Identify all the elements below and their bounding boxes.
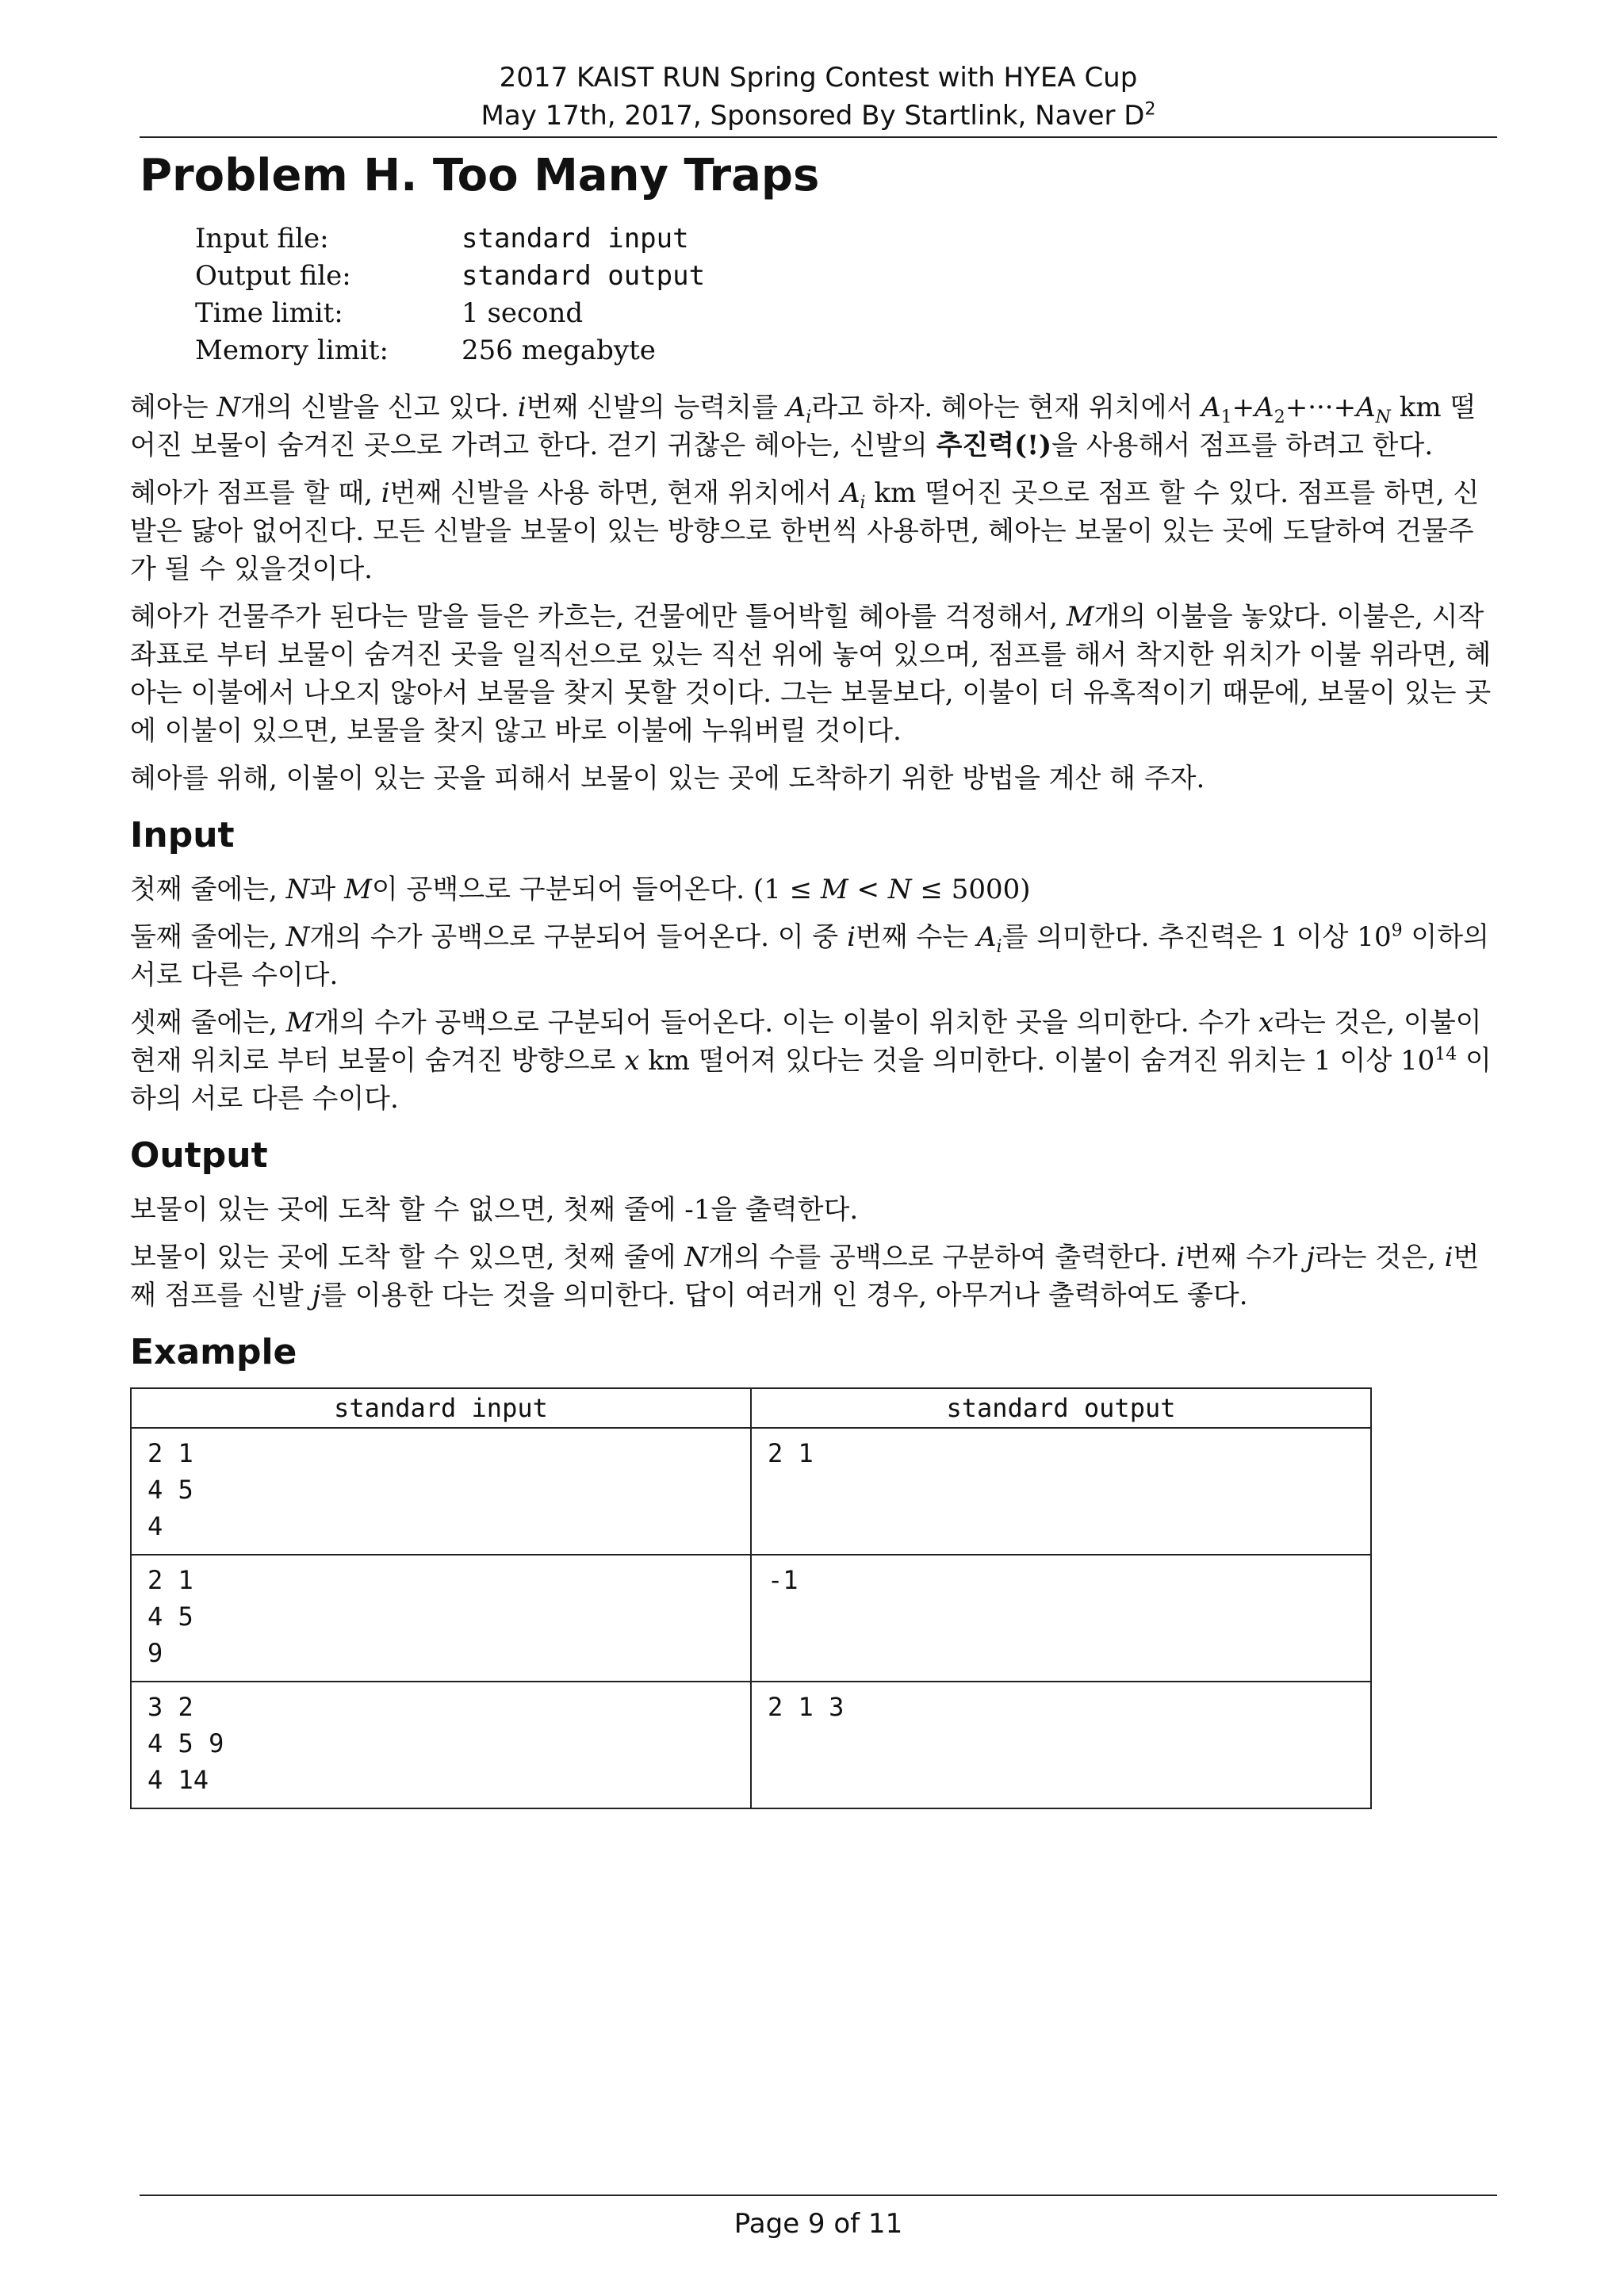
limit-label: Time limit: [195, 297, 343, 329]
page-header [140, 59, 1497, 135]
contest-title: 2017 KAIST RUN Spring Contest with HYEA Cup [499, 62, 1138, 94]
statement-paragraph-2: 혜아가 점프를 할 때, i번째 신발을 사용 하면, 현재 위치에서 $A_i$ km 떨어진 곳으로 점프 할 수 있다. 점프를 하면, 신발은 닳아 없어진다. 모든 신발을 보물이 있는 방향으로 한번씩 사용하면, 혜아는 보물이 있는 곳에 도달하여 건물주가 될 수 있을것이다. [130, 477, 1480, 585]
limits-table [195, 220, 705, 369]
example-header-row [131, 1388, 1371, 1428]
emphasis-text: 추진력(!) [936, 430, 1052, 461]
limit-row-input [195, 220, 705, 258]
limit-row-memory [195, 332, 705, 369]
output-paragraph-2: 보물이 있는 곳에 도착 할 수 있으면, 첫째 줄에 N개의 수를 공백으로 구분하여 출력한다. i번째 수가 j라는 것은, i번째 점프를 신발 j를 이용한 다는 것을 의미한다. 답이 여러개 인 경우, 아무거나 출력하여도 좋다. [130, 1242, 1480, 1311]
statement-paragraph-1: 혜아는 N개의 신발을 신고 있다. i번째 신발의 능력치를 $A_i$라고 하자. 혜아는 현재 위치에서 $A_1+A_2+\cdot\cdot\cdot+A_N$ km 떨어진 보물이 숨겨진 곳으로 가려고 한다. 걷기 귀찮은 혜아는, 신발의 추진력(!)을 사용해서 점프를 하려고 한다. [130, 392, 1477, 461]
output-paragraph-1: 보물이 있는 곳에 도착 할 수 없으면, 첫째 줄에 -1을 출력한다. [130, 1194, 859, 1226]
limit-label: Memory limit: [195, 335, 389, 366]
example-output-cell: -1 [751, 1555, 1371, 1682]
example-header-input: standard input [131, 1388, 751, 1428]
statement-paragraph-4: 혜아를 위해, 이불이 있는 곳을 피해서 보물이 있는 곳에 도착하기 위한 방법을 계산 해 주자. [130, 763, 1205, 794]
input-paragraph-2: 둘째 줄에는, N개의 수가 공백으로 구분되어 들어온다. 이 중 i번째 수는 $A_i$를 의미한다. 추진력은 1 이상 $10^9$ 이하의 서로 다른 수이다. [130, 920, 1489, 991]
limit-row-output [195, 258, 705, 295]
problem-title: Problem H. Too Many Traps [140, 150, 820, 201]
limit-row-time [195, 295, 705, 332]
example-output-cell: 2 1 [751, 1428, 1371, 1555]
example-output-cell: 2 1 3 [751, 1682, 1371, 1808]
limit-value: standard input [462, 223, 689, 254]
limit-value: 256 megabyte [462, 335, 656, 366]
example-row [131, 1555, 1371, 1682]
example-table [130, 1387, 1372, 1809]
example-input-cell: 2 1 4 5 9 [131, 1555, 751, 1682]
example-input-cell: 3 2 4 5 9 4 14 [131, 1682, 751, 1808]
statement-paragraph-3: 혜아가 건물주가 된다는 말을 들은 카흐는, 건물에만 틀어박힐 혜아를 걱정해서, M개의 이불을 놓았다. 이불은, 시작좌표로 부터 보물이 숨겨진 곳을 일직선으로 있는 직선 위에 놓여 있으며, 점프를 해서 착지한 위치가 이불 위라면, 혜아는 이불에서 나오지 않아서 보물을 찾지 못할 것이다. 그는 보물보다, 이불이 더 유혹적이기 때문에, 보물이 있는 곳에 이불이 있으면, 보물을 찾지 않고 바로 이불에 누워버릴 것이다. [130, 601, 1492, 747]
limit-value: standard output [462, 260, 706, 292]
example-input-cell: 2 1 4 5 4 [131, 1428, 751, 1555]
contest-subtitle [140, 97, 1497, 135]
input-paragraph-1: 첫째 줄에는, N과 M이 공백으로 구분되어 들어온다. (1 ≤ M < N ≤ 5000) [130, 874, 1031, 905]
limit-value: 1 second [462, 297, 584, 329]
output-heading: Output [130, 1135, 268, 1176]
limit-label: Output file: [195, 260, 351, 292]
sponsor-superscript: 2 [1144, 99, 1156, 120]
limit-label: Input file: [195, 223, 329, 254]
example-row [131, 1428, 1371, 1555]
page-number: Page 9 of 11 [733, 2208, 903, 2240]
footer-divider [140, 2195, 1497, 2196]
problem-body [130, 388, 1494, 1809]
example-header-output: standard output [751, 1388, 1371, 1428]
sponsor-line: May 17th, 2017, Sponsored By Startlink, Naver D [481, 100, 1145, 132]
input-paragraph-3: 셋째 줄에는, M개의 수가 공백으로 구분되어 들어온다. 이는 이불이 위치한 곳을 의미한다. 수가 x라는 것은, 이불이 현재 위치로 부터 보물이 숨겨진 방향으로 x km 떨어져 있다는 것을 의미한다. 이불이 숨겨진 위치는 1 이상 $10^{14}$ 이하의 서로 다른 수이다. [130, 1007, 1492, 1115]
header-divider [140, 136, 1497, 138]
input-heading: Input [130, 815, 235, 855]
example-heading: Example [130, 1332, 297, 1372]
example-row [131, 1682, 1371, 1808]
